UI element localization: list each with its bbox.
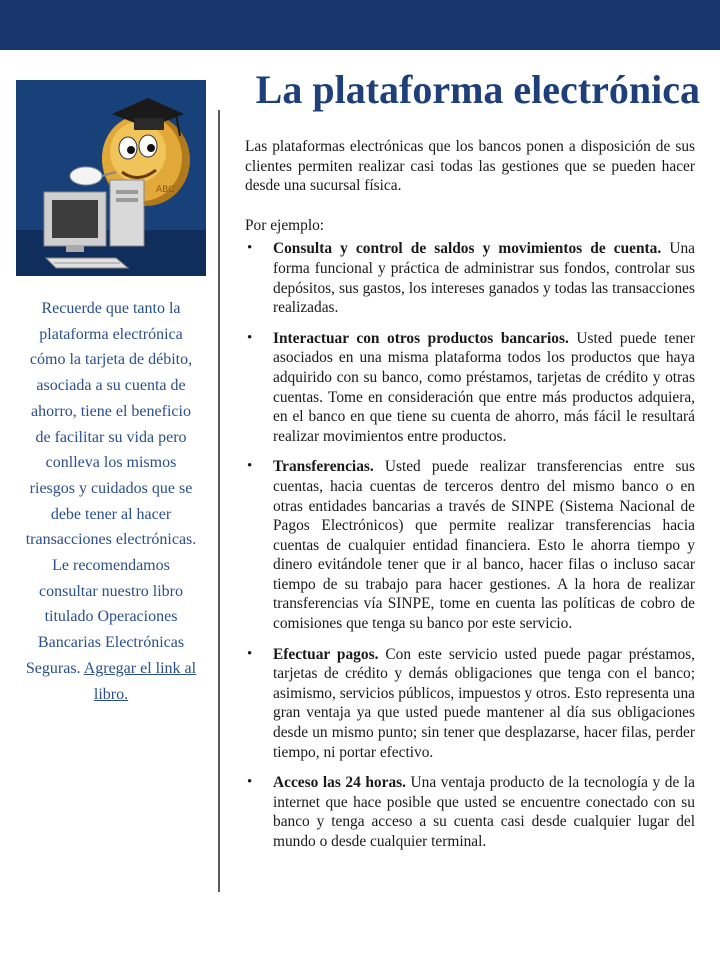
item-text: Usted puede realizar transferencias entre sus cuentas, hacia cuentas de terceros dentro del mismo banco o en otras entidades bancarias a través de SINPE (Sistema Nacional de Pagos Electrónicos) que permite realizar transferencias hacia cuentas de cualquier entidad financiera. Esto le ahorra tiempo y dinero evitándole tener que ir al banco, hacer filas o incluso sacar tiempo de su trabajo para hacer gestiones. A la hora de realizar transferencias vía SINPE, tome en cuenta las políticas de cobro de comisiones que tenga su banco por este servicio. xyxy=(273,458,695,633)
sidebar-note xyxy=(24,296,198,707)
example-label: Por ejemplo: xyxy=(245,216,325,234)
item-heading: Transferencias. xyxy=(273,458,374,476)
item-text: Una forma funcional y práctica de administrar sus fondos, controlar sus depósitos, sus gastos, los intereses ganados y todas las transacciones realizadas. xyxy=(273,240,695,317)
vertical-divider xyxy=(218,110,220,892)
main-content xyxy=(245,137,695,863)
item-heading: Acceso las 24 horas. xyxy=(273,774,406,792)
list-item-products xyxy=(245,329,695,447)
item-heading: Interactuar con otros productos bancarios. xyxy=(273,329,569,347)
item-heading: Efectuar pagos. xyxy=(273,645,379,663)
bullet-icon: • xyxy=(247,645,253,662)
list-item-payments xyxy=(245,645,695,763)
item-text: Con este servicio usted puede pagar préstamos, tarjetas de crédito y demás obligaciones que tenga con el banco; asimismo, servicios públicos, impuestos y otros. Esto representa una gran ventaja ya que usted puede mantener al día sus obligaciones desde un mismo punto; sin tener que desplazarse, hacer filas, perder tiempo, ni portar efectivo. xyxy=(273,645,695,761)
sidebar-note-text: Recuerde que tanto la plataforma electrónica cómo la tarjeta de débito, asociada a su cuenta de ahorro, tiene el beneficio de facilitar su vida pero conlleva los mismos riesgos y cuidados que se debe tener al hacer transacciones electrónicas. Le recomendamos consultar nuestro libro titulado Operaciones Bancarias Electrónicas Seguras. xyxy=(25,300,197,677)
bullet-icon: • xyxy=(247,240,253,257)
list-item-24h-access xyxy=(245,773,695,851)
book-link[interactable]: Agregar el link al libro. xyxy=(83,659,197,703)
coin-computer-illustration xyxy=(16,80,206,276)
bullet-icon: • xyxy=(247,458,253,475)
intro-paragraph: Las plataformas electrónicas que los bancos ponen a disposición de sus clientes permiten realizar casi todas las gestiones que se pueden hacer desde una sucursal física. xyxy=(245,138,695,195)
page-title: La plataforma electrónica xyxy=(255,67,700,112)
item-text: Una ventaja producto de la tecnología y de la internet que hace posible que usted se encuentre conectado con su banco y tenga acceso a su cuenta casi desde cualquier lugar del mundo o desde cualquier terminal. xyxy=(273,774,695,850)
bullet-icon: • xyxy=(247,329,253,346)
list-item-transfers xyxy=(245,457,695,633)
coin-label: ABC xyxy=(156,185,175,195)
item-text: Usted puede tener asociados en una misma plataforma todos los productos que haya adquirido con su banco, como préstamos, tarjetas de crédito y otras cuentas. Tome en consideración que entre más productos adquiera, en el banco en que tiene su cuenta de ahorro, más fácil le resultará realizar movimientos entre productos. xyxy=(273,329,695,445)
list-item-balance xyxy=(245,239,695,317)
feature-list xyxy=(245,239,695,851)
bullet-icon: • xyxy=(247,774,253,791)
header-band xyxy=(0,0,720,50)
item-heading: Consulta y control de saldos y movimientos de cuenta. xyxy=(273,240,662,258)
